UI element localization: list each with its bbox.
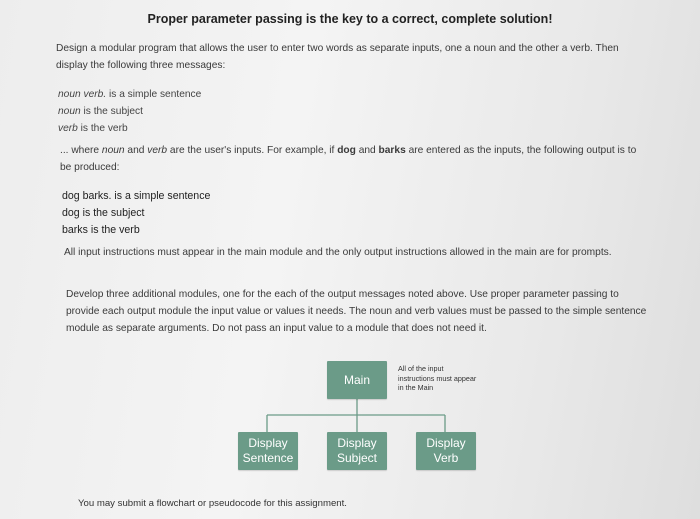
intro-paragraph: Design a modular program that allows the user to enter two words as separate inputs, one a noun and the other a verb. Then display the following three messages: — [56, 43, 619, 71]
instructions-main: All input instructions must appear in the main module and the only output instructions allowed in the main are for prompts. — [64, 247, 612, 258]
display-sentence-label-2: Sentence — [242, 451, 294, 465]
main-module-note: All of the input instructions must appear in the Main — [398, 364, 477, 392]
display-sentence-label-1: Display — [248, 436, 288, 450]
template-line-verb: verb is the verb — [58, 123, 128, 134]
template-line-sentence: noun verb. is a simple sentence — [58, 89, 202, 100]
display-verb-label-1: Display — [426, 436, 466, 450]
instructions-modules: Develop three additional modules, one for the each of the output messages noted above. Use proper parameter passing to provide each output module the input value or values it needs. The noun and verb values must be passed to the simple sentence module as separate arguments. Do not pass an input value to a module that does not need it. — [66, 289, 647, 334]
example-output-line: barks is the verb — [62, 224, 140, 236]
footer-note: You may submit a flowchart or pseudocode for this assignment. — [78, 498, 347, 509]
main-module-label: Main — [343, 372, 370, 387]
main-module-box — [327, 361, 387, 399]
display-sentence-box — [238, 432, 298, 470]
example-output-line: dog is the subject — [62, 207, 145, 219]
display-verb-box — [416, 432, 476, 470]
display-subject-label-1: Display — [337, 436, 377, 450]
display-subject-label-2: Subject — [336, 451, 378, 465]
page-title: Proper parameter passing is the key to a correct, complete solution! — [147, 12, 553, 26]
example-paragraph: ... where noun and verb are the user's inputs. For example, if dog and barks are entered as the inputs, the following output is to be produced: — [60, 145, 637, 173]
template-line-subject: noun is the subject — [58, 106, 143, 117]
display-verb-label-2: Verb — [433, 451, 459, 465]
example-output-line: dog barks. is a simple sentence — [62, 190, 211, 202]
display-subject-box — [327, 432, 387, 470]
